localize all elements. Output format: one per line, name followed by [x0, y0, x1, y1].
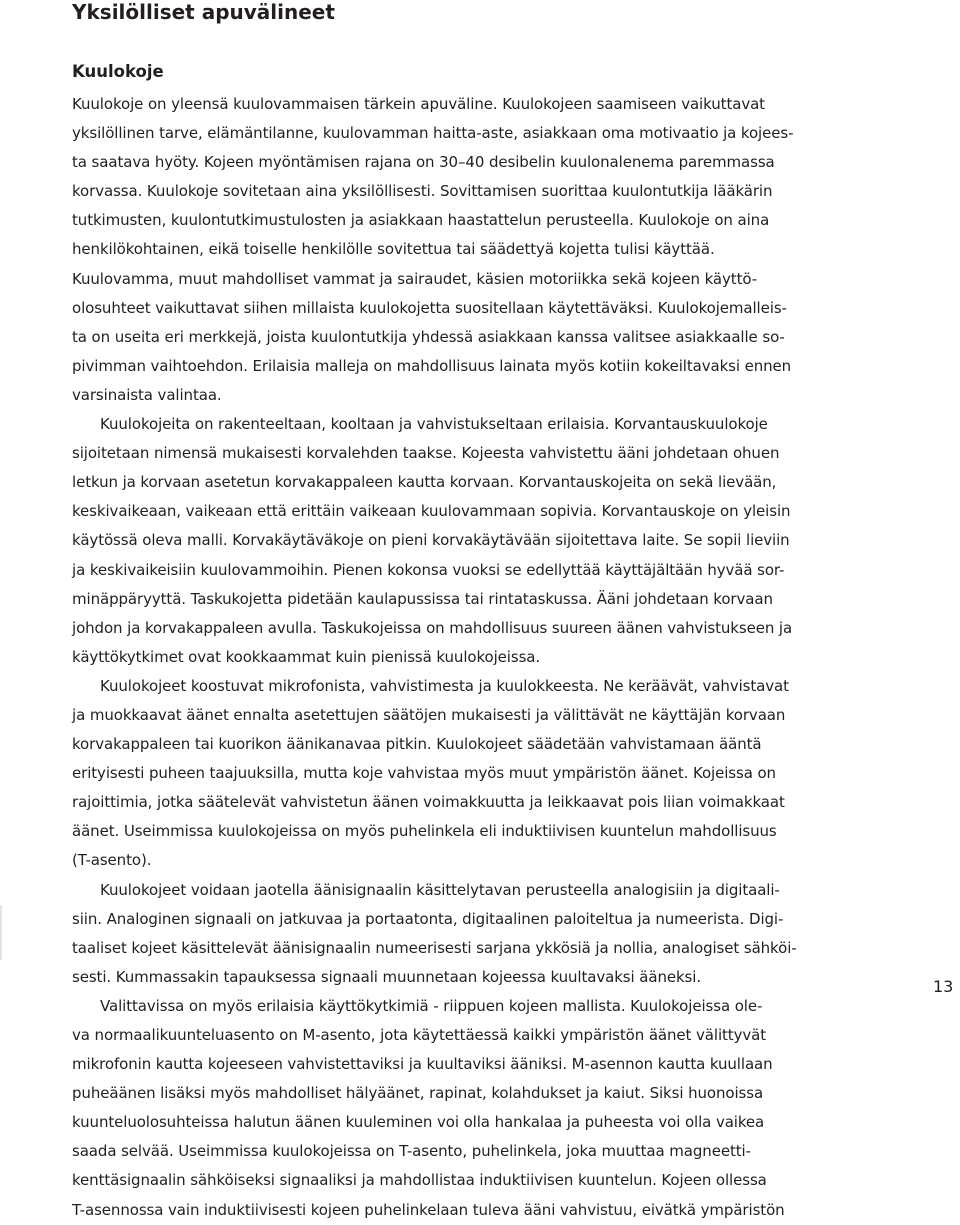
- text-line: Valittavissa on myös erilaisia käyttökytkimiä - riippuen kojeen mallista. Kuulokojeissa ole-: [100, 996, 763, 1015]
- text-line: mikrofonin kautta kojeeseen vahvistettaviksi ja kuultaviksi ääniksi. M-asennon kautta kuullaan: [72, 1055, 773, 1074]
- text-line: minäppäryyttä. Taskukojetta pidetään kaulapussissa tai rintataskussa. Ääni johdetaan korvaan: [72, 589, 773, 608]
- text-line: olosuhteet vaikuttavat siihen millaista kuulokojetta suositellaan käytettäväksi. Kuulokojemalleis-: [72, 298, 787, 317]
- page-title: Yksilölliset apuvälineet: [72, 0, 335, 24]
- text-line: siin. Analoginen signaali on jatkuvaa ja portaatonta, digitaalinen paloiteltua ja numeerista. Digi-: [72, 909, 784, 928]
- text-line: ja muokkaavat äänet ennalta asetettujen säätöjen mukaisesti ja välittävät ne käyttäjän korvaan: [72, 705, 786, 724]
- text-line: Kuulovamma, muut mahdolliset vammat ja sairaudet, käsien motoriikka sekä kojeen käyttö-: [72, 269, 758, 288]
- text-line: henkilökohtainen, eikä toiselle henkilölle sovitettua tai säädettyä kojetta tulisi käyttää.: [72, 240, 715, 259]
- text-line: pivimman vaihtoehdon. Erilaisia malleja on mahdollisuus lainata myös kotiin kokeiltavaksi ennen: [72, 356, 792, 375]
- text-line: tutkimusten, kuulontutkimustulosten ja asiakkaan haastattelun perusteella. Kuulokoje on aina: [72, 211, 770, 230]
- text-line: Kuulokojeita on rakenteeltaan, kooltaan ja vahvistukseltaan erilaisia. Korvantauskuulokoje: [100, 415, 768, 434]
- text-line: ta saatava hyöty. Kojeen myöntämisen rajana on 30–40 desibelin kuulonalenema paremmassa: [72, 153, 775, 172]
- text-line: taaliset kojeet käsittelevät äänisignaalin numeerisesti sarjana ykkösiä ja nollia, analogiset sähköi-: [72, 938, 797, 957]
- text-line: korvassa. Kuulokoje sovitetaan aina yksilöllisesti. Sovittamisen suorittaa kuulontutkija lääkärin: [72, 182, 773, 201]
- text-line: Kuulokojeet koostuvat mikrofonista, vahvistimesta ja kuulokkeesta. Ne keräävät, vahvistavat: [100, 676, 789, 695]
- text-line: ja keskivaikeisiin kuulovammoihin. Pienen kokonsa vuoksi se edellyttää käyttäjältään hyvää sor-: [72, 560, 785, 579]
- body-text: [72, 90, 852, 1225]
- text-line: keskivaikeaan, vaikeaan että erittäin vaikeaan kuulovammaan sopivia. Korvantauskoje on yleisin: [72, 502, 791, 521]
- text-line: kuunteluolosuhteissa halutun äänen kuuleminen voi olla hankalaa ja puheesta voi olla vaikea: [72, 1113, 765, 1132]
- text-line: rajoittimia, jotka säätelevät vahvistetun äänen voimakkuutta ja leikkaavat pois liian voimakkaat: [72, 793, 785, 812]
- text-line: erityisesti puheen taajuuksilla, mutta koje vahvistaa myös muut ympäristön äänet. Kojeissa on: [72, 764, 776, 783]
- text-line: sijoitetaan nimensä mukaisesti korvalehden taakse. Kojeesta vahvistettu ääni johdetaan ohuen: [72, 444, 780, 463]
- section-title: Kuulokoje: [72, 62, 164, 81]
- text-line: va normaalikuunteluasento on M-asento, jota käytettäessä kaikki ympäristön äänet välittyvät: [72, 1026, 766, 1044]
- text-line: käyttökytkimet ovat kookkaammat kuin pienissä kuulokojeissa.: [72, 647, 541, 666]
- margin-rule: [0, 905, 2, 960]
- text-line: Kuulokoje on yleensä kuulovammaisen tärkein apuväline. Kuulokojeen saamiseen vaikuttavat: [72, 95, 765, 113]
- text-line: äänet. Useimmissa kuulokojeissa on myös puhelinkela eli induktiivisen kuuntelun mahdollisuus: [72, 822, 777, 841]
- text-line: korvakappaleen tai kuorikon äänikanavaa pitkin. Kuulokojeet säädetään vahvistamaan ääntä: [72, 735, 762, 754]
- text-line: johdon ja korvakappaleen avulla. Taskukojeissa on mahdollisuus suureen äänen vahvistukseen ja: [72, 618, 793, 637]
- text-line: varsinaista valintaa.: [72, 385, 222, 404]
- page-number: 13: [933, 977, 954, 996]
- text-line: käytössä oleva malli. Korvakäytäväkoje on pieni korvakäytävään sijoitettava laite. Se sopii lieviin: [72, 531, 790, 550]
- text-line: kenttäsignaalin sähköiseksi signaaliksi ja mahdollistaa induktiivisen kuuntelun. Kojeen ollessa: [72, 1171, 767, 1190]
- text-line: saada selvää. Useimmissa kuulokojeissa on T-asento, puhelinkela, joka muuttaa magneetti-: [72, 1142, 751, 1161]
- text-line: (T-asento).: [72, 851, 152, 870]
- text-line: letkun ja korvaan asetetun korvakappaleen kautta korvaan. Korvantauskojeita on sekä lievään,: [72, 473, 777, 492]
- text-line: yksilöllinen tarve, elämäntilanne, kuulovamman haitta-aste, asiakkaan oma motivaatio ja kojees-: [72, 124, 794, 143]
- text-line: ta on useita eri merkkejä, joista kuulontutkija yhdessä asiakkaan kanssa valitsee asiakkaalle so-: [72, 327, 785, 346]
- text-line: puheäänen lisäksi myös mahdolliset hälyäänet, rapinat, kolahdukset ja kaiut. Siksi huonoissa: [72, 1084, 764, 1103]
- text-line: sesti. Kummassakin tapauksessa signaali muunnetaan kojeessa kuultavaksi ääneksi.: [72, 967, 702, 986]
- text-line: T-asennossa vain induktiivisesti kojeen puhelinkelaan tuleva ääni vahvistuu, eivätkä ympäristön: [72, 1200, 785, 1219]
- text-line: Kuulokojeet voidaan jaotella äänisignaalin käsittelytavan perusteella analogisiin ja digitaali-: [100, 880, 780, 899]
